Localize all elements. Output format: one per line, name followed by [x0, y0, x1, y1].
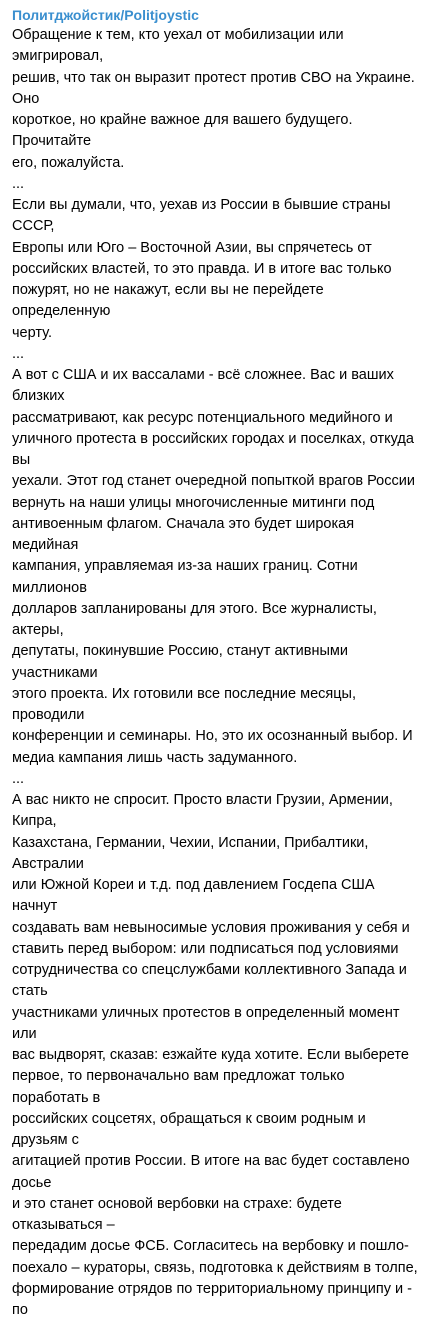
message-paragraph: Если вы думали, что, уехав из России в бывшие страны СССР, Европы или Юго – Восточной Азии, вы спрячетесь от российских властей, то это правда. И в итоге вас только пожурят, но не накажут, если вы не перейдете определенную черту.: [12, 197, 392, 341]
message-paragraph: Обращение к тем, кто уехал от мобилизации или эмигрировал, решив, что так он выразит протест против СВО на Украине. Оно короткое, но крайне важное для вашего будущего. Прочитайте его, пожалуйста.: [12, 27, 415, 171]
message-separator: ...: [12, 770, 25, 787]
channel-name-link[interactable]: Политджойстик/Politjoystic: [12, 7, 199, 23]
message-separator: ...: [12, 175, 25, 192]
message-paragraph: А вот с США и их вассалами - всё сложнее. Вас и ваших близких рассматривают, как ресурс потенциального медийного и уличного протеста в российских городах и поселках, откуда вы уехали. Этот год станет очередной попыткой врагов России вернуть на наши улицы многочисленные митинги под антивоенным флагом. Сначала это будет широкая медийная кампания, управляемая из-за наших границ. Сотни миллионов долларов запланированы для этого. Все журналисты, актеры, депутаты, покинувшие Россию, станут активными участниками этого проекта. Их готовили все последние месяцы, проводили конференции и семинары. Но, это их осознанный выбор. И медиа кампания лишь часть задуманного.: [12, 367, 415, 766]
message-body: [12, 25, 420, 1321]
message-paragraph: А вас никто не спросит. Просто власти Грузии, Армении, Кипра, Казахстана, Германии, Чехии, Испании, Прибалтики, Австралии или Южной Кореи и т.д. под давлением Госдепа США начнут создавать вам невыносимые условия проживания у себя и ставить перед выбором: или подписаться под условиями сотрудничества со спецслужбами коллективного Запада и стать участниками уличных протестов в определенный момент или вас выдворят, сказав: езжайте куда хотите. Если выберете первое, то первоначально вам предложат только поработать в российских соцсетях, обращаться к своим родным и друзьям с агитацией против России. В итоге на вас будет составлено досье и это станет основой вербовки на страхе: будете отказываться – передадим досье ФСБ. Согласитесь на вербовку и пошло- поехало – кураторы, связь, подготовка к действиям в толпе, формирование отрядов по территориальному принципу и - по: [12, 792, 418, 1318]
message-separator: ...: [12, 345, 25, 362]
